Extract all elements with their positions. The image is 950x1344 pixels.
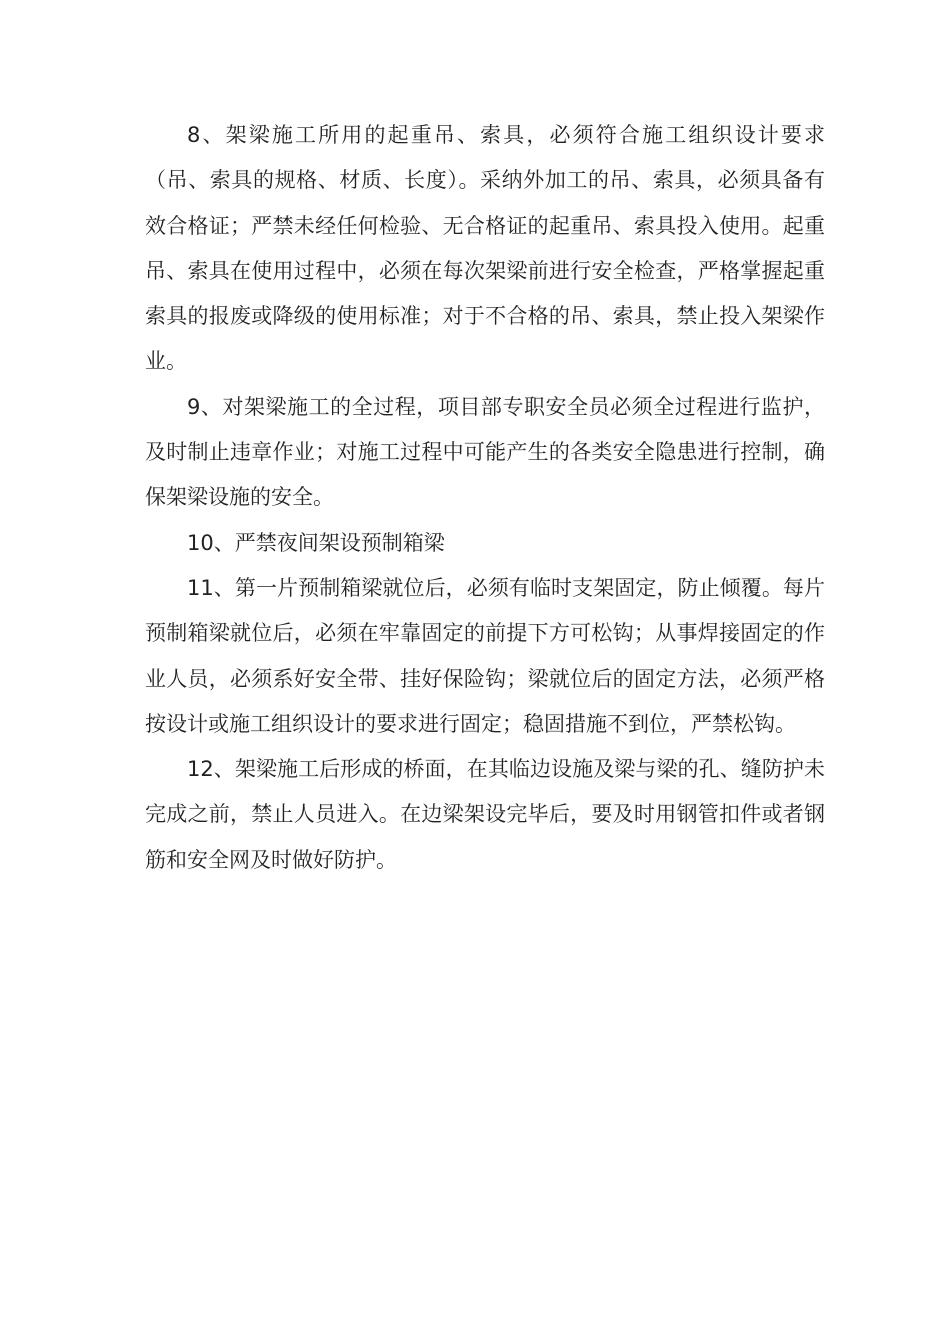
- paragraph-item-11: 11、第一片预制箱梁就位后，必须有临时支架固定，防止倾覆。每片预制箱梁就位后，必须在牢靠固定的前提下方可松钩；从事焊接固定的作业人员，必须系好安全带、挂好保险钩；梁就位后的固定方法，必须严格按设计或施工组织设计的要求进行固定；稳固措施不到位，严禁松钩。: [145, 575, 825, 736]
- paragraph-item-10: 10、严禁夜间架设预制箱梁: [187, 530, 445, 555]
- paragraph-item-8: 8、架梁施工所用的起重吊、索具，必须符合施工组织设计要求（吊、索具的规格、材质、长度）。采纳外加工的吊、索具，必须具备有效合格证；严禁未经任何检验、无合格证的起重吊、索具投入使用。起重吊、索具在使用过程中，必须在每次架梁前进行安全检查，严格掌握起重索具的报废或降级的使用标准；对于不合格的吊、索具，禁止投入架梁作业。: [145, 123, 825, 374]
- paragraph-item-12: 12、架梁施工后形成的桥面，在其临边设施及梁与梁的孔、缝防护未完成之前，禁止人员进入。在边梁架设完毕后，要及时用钢管扣件或者钢筋和安全网及时做好防护。: [145, 757, 825, 872]
- paragraph-item-9: 9、对架梁施工的全过程，项目部专职安全员必须全过程进行监护，及时制止违章作业；对施工过程中可能产生的各类安全隐患进行控制，确保架梁设施的安全。: [145, 394, 825, 510]
- document-body: [145, 113, 825, 883]
